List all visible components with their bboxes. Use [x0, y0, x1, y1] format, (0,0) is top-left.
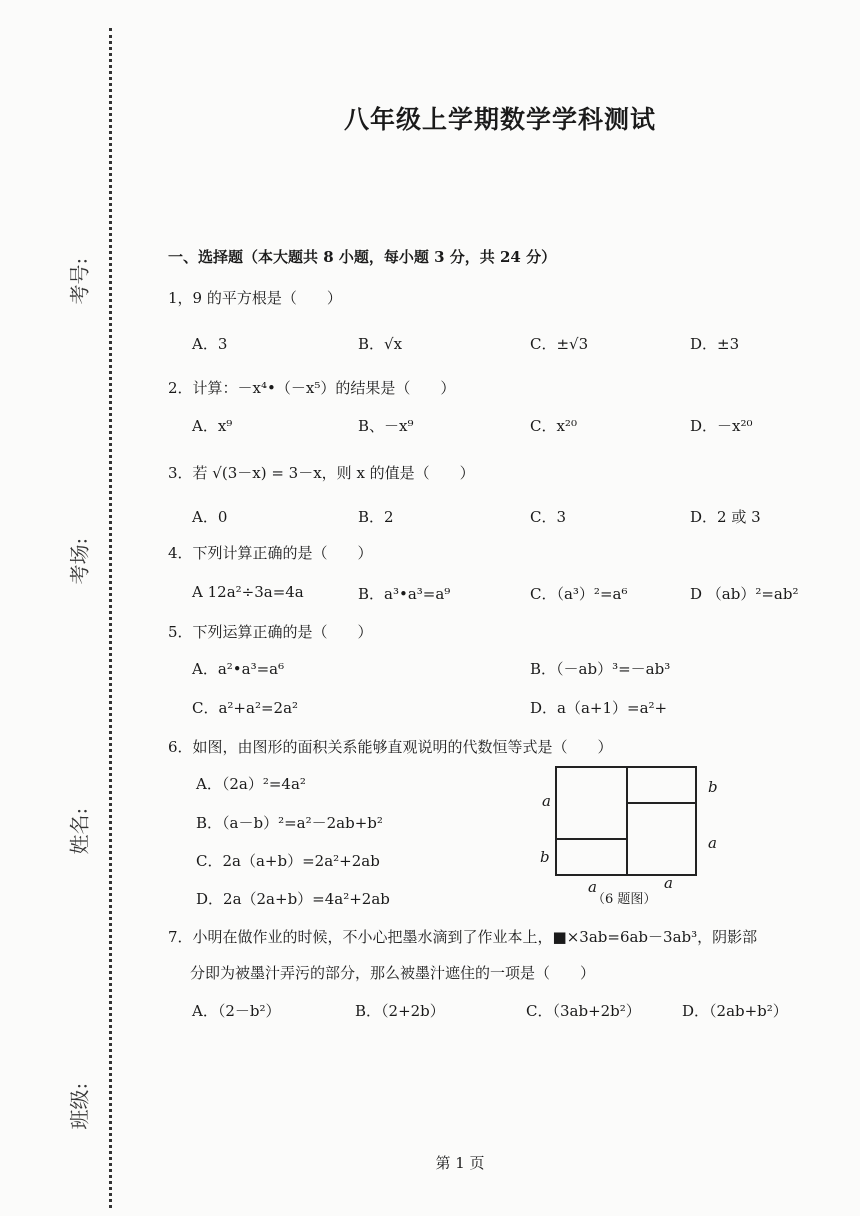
q1-option-b: B．√x — [358, 335, 403, 353]
side-label-name: 姓名: — [67, 807, 92, 855]
q2-option-c: C．x²⁰ — [530, 417, 577, 435]
binding-line — [109, 28, 112, 1208]
q3-option-d: D．2 或 3 — [690, 508, 761, 526]
square-a-top-left — [555, 766, 628, 840]
q4-option-d: D （ab）²=ab² — [690, 585, 799, 603]
label-a-right: a — [708, 834, 717, 852]
question-6: 6．如图，由图形的面积关系能够直观说明的代数恒等式是（ ） — [168, 738, 613, 756]
rect-ab-top-right — [626, 766, 697, 804]
q1-option-c: C．±√3 — [530, 335, 589, 353]
side-label-exam-room: 考场: — [67, 537, 92, 585]
q5-option-a: A．a²•a³=a⁶ — [192, 660, 285, 678]
diagram-caption: （6 题图） — [592, 892, 657, 907]
q6-option-a: A．（2a）²=4a² — [196, 775, 306, 793]
label-a-bottom-left: a — [588, 878, 597, 896]
label-b-right: b — [708, 778, 718, 796]
question-4: 4．下列计算正确的是（ ） — [168, 544, 373, 562]
q7-option-a: A．（2－b²） — [192, 1002, 281, 1020]
q4-option-b: B．a³•a³=a⁹ — [358, 585, 451, 603]
q6-option-c: C．2a（a+b）=2a²+2ab — [196, 852, 380, 870]
q1-option-d: D．±3 — [690, 335, 740, 353]
question-3: 3．若 √(3－x) = 3－x，则 x 的值是（ ） — [168, 464, 475, 482]
section-heading: 一、选择题（本大题共 8 小题，每小题 3 分，共 24 分） — [168, 248, 557, 266]
q7-option-b: B．（2+2b） — [355, 1002, 445, 1020]
page-number: 第 1 页 — [435, 1154, 485, 1172]
question-5: 5．下列运算正确的是（ ） — [168, 623, 373, 641]
q2-option-b: B、－x⁹ — [358, 417, 414, 435]
q2-option-d: D．－x²⁰ — [690, 417, 753, 435]
question-7: 7．小明在做作业的时候，不小心把墨水滴到了作业本上，■×3ab=6ab－3ab³，阴影部 — [168, 928, 758, 946]
q4-option-a: A 12a²÷3a=4a — [192, 583, 304, 601]
side-label-exam-number: 考号: — [67, 257, 92, 305]
q5-option-c: C．a²+a²=2a² — [192, 699, 299, 717]
q7-option-d: D．（2ab+b²） — [682, 1002, 788, 1020]
side-label-class: 班级: — [67, 1082, 92, 1130]
label-a-bottom-right: a — [664, 874, 673, 892]
rect-ab-bottom-left — [555, 838, 628, 876]
square-a-bottom-right — [626, 802, 697, 876]
q5-option-d: D．a（a+1）=a²+ — [530, 699, 668, 717]
q4-option-c: C．（a³）²=a⁶ — [530, 585, 628, 603]
q1-option-a: A．3 — [192, 335, 228, 353]
q2-option-a: A．x⁹ — [192, 417, 233, 435]
q3-option-b: B．2 — [358, 508, 394, 526]
q6-option-d: D．2a（2a+b）=4a²+2ab — [196, 890, 390, 908]
label-b-left: b — [540, 848, 550, 866]
q3-option-a: A．0 — [192, 508, 228, 526]
question-7-line2: 分即为被墨汁弄污的部分，那么被墨汁遮住的一项是（ ） — [190, 964, 596, 982]
q3-option-c: C．3 — [530, 508, 567, 526]
q6-option-b: B．（a－b）²=a²－2ab+b² — [196, 814, 383, 832]
label-a-left: a — [542, 792, 551, 810]
question-1: 1，9 的平方根是（ ） — [168, 289, 342, 307]
page-title: 八年级上学期数学学科测试 — [343, 105, 656, 134]
q5-option-b: B．（－ab）³=－ab³ — [530, 660, 671, 678]
q6-diagram — [530, 762, 730, 912]
q7-option-c: C．（3ab+2b²） — [526, 1002, 641, 1020]
question-2: 2．计算：－x⁴•（－x⁵）的结果是（ ） — [168, 379, 456, 397]
